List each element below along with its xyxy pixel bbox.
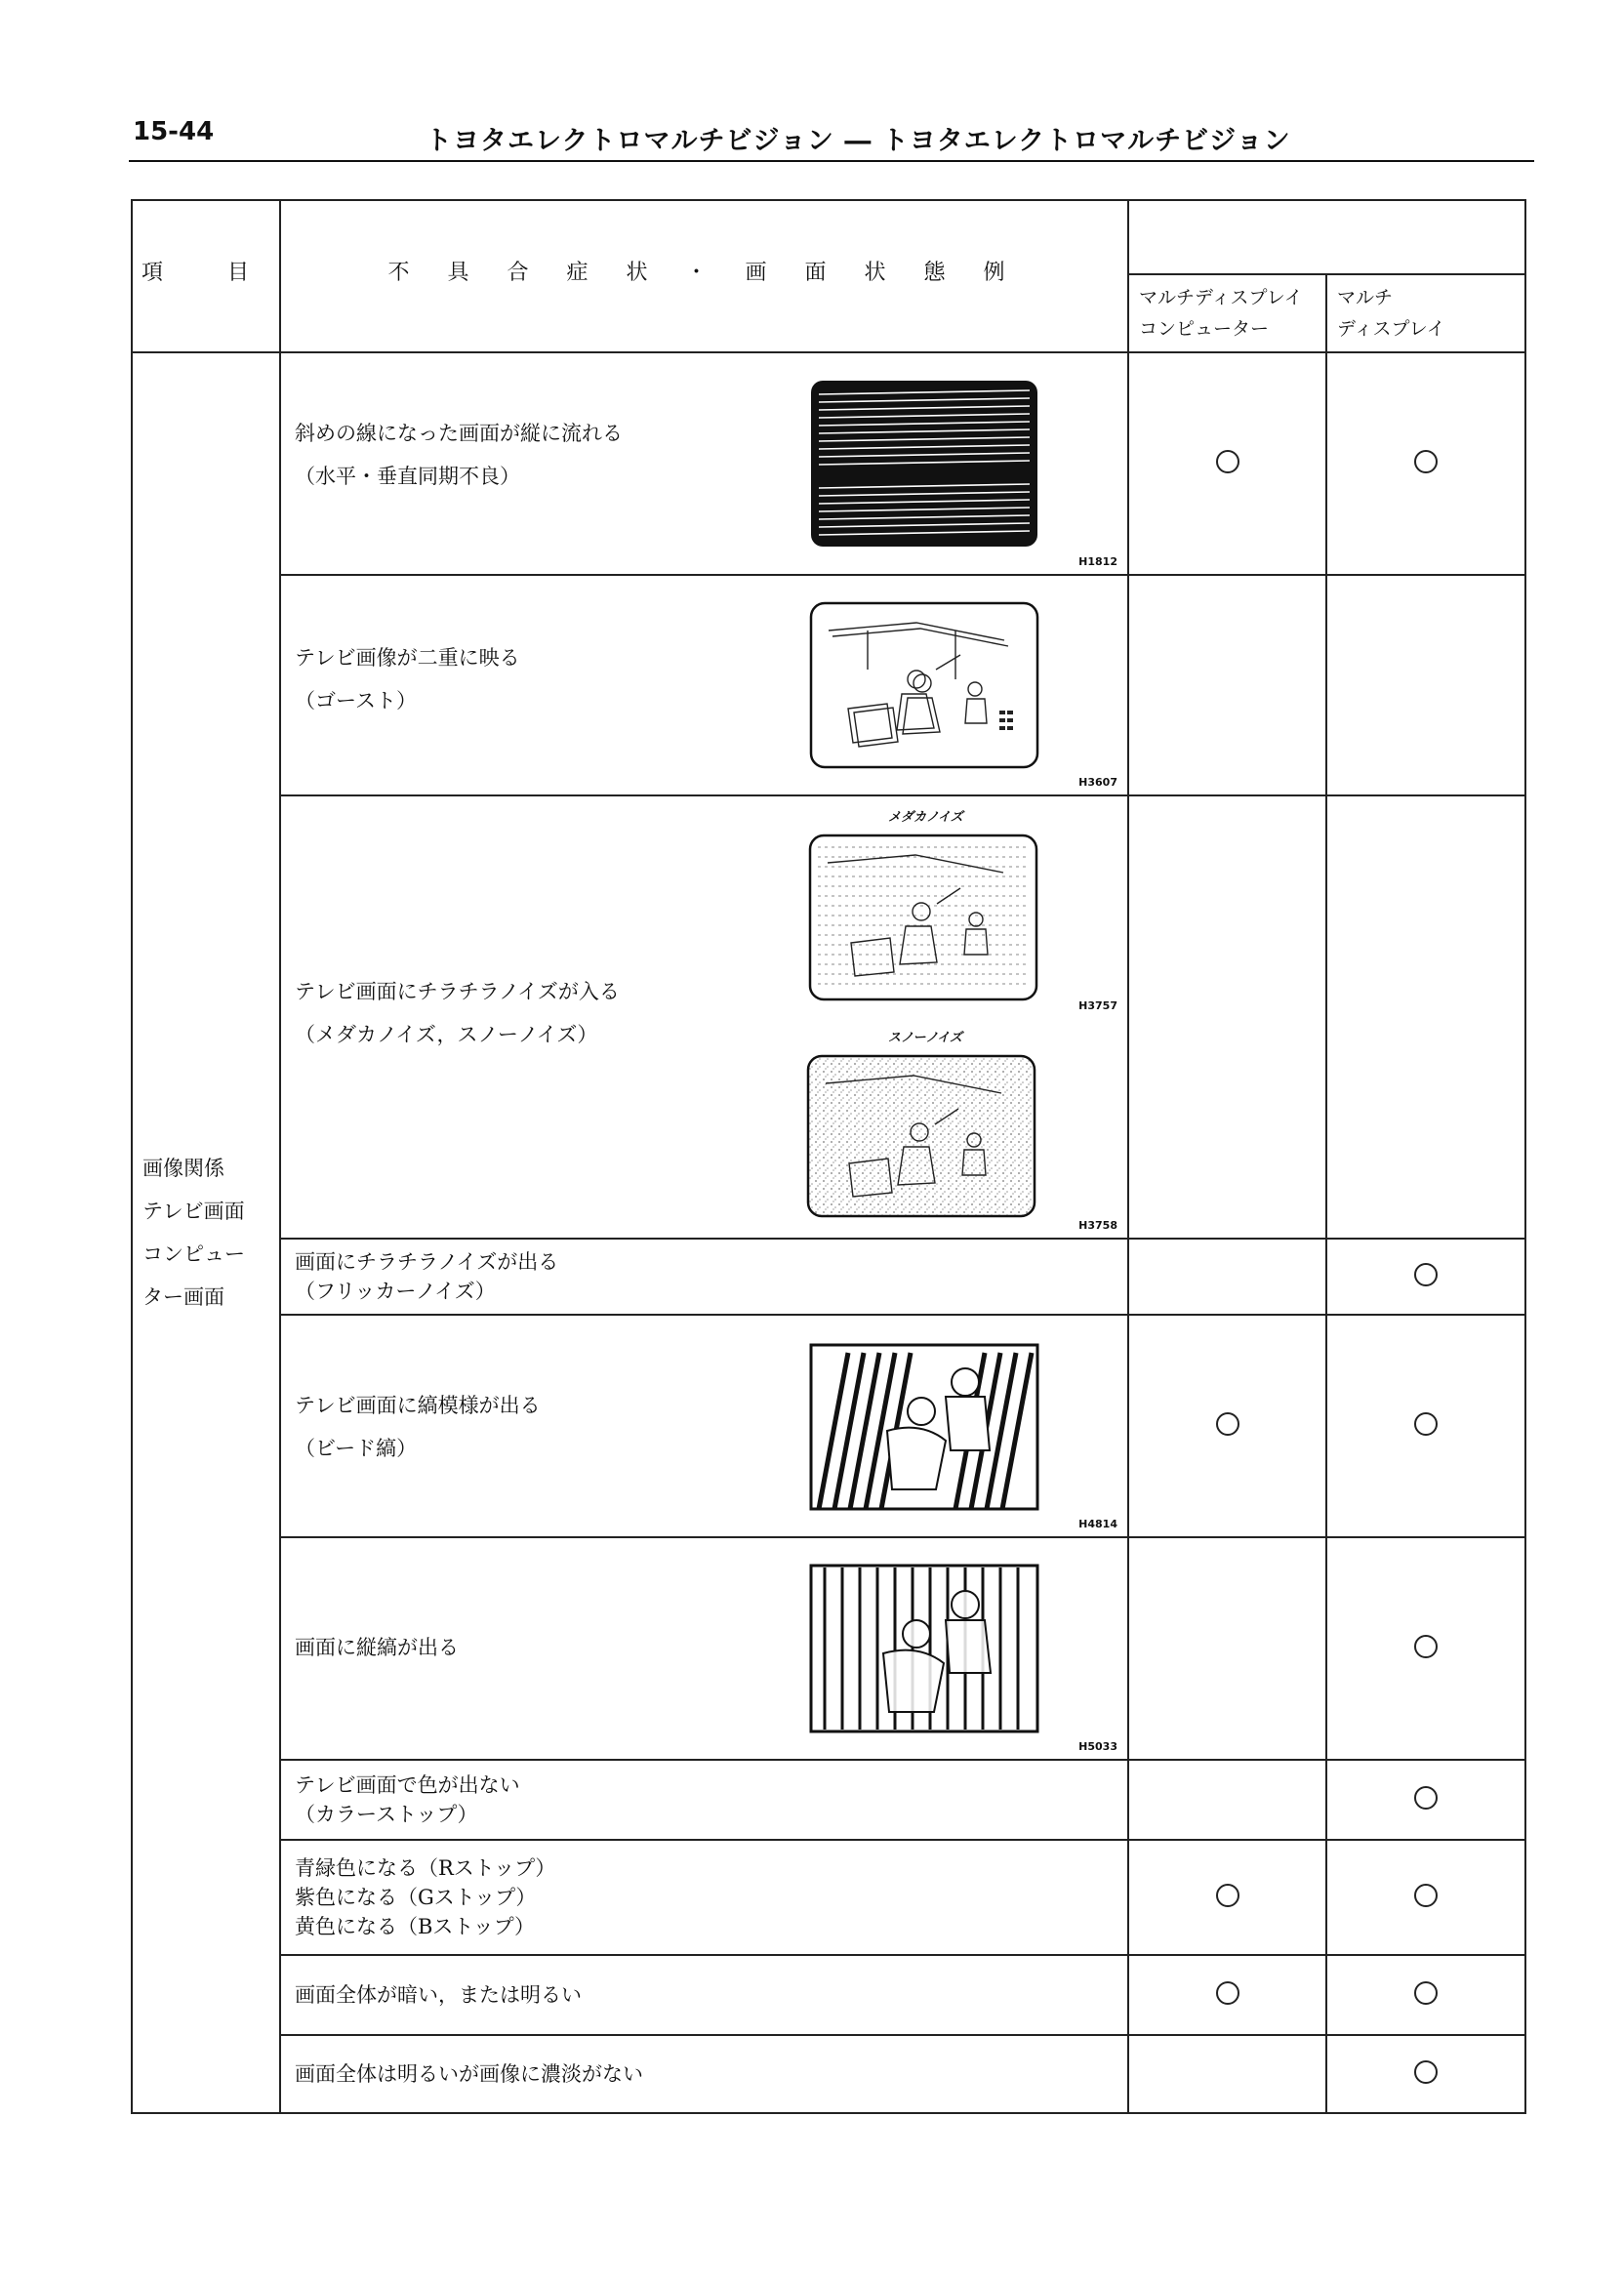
symptom-line: 紫色になる（Gストップ） [295,1886,537,1909]
column-header-computer [1128,274,1326,352]
figure-caption: スノーノイズ [888,1031,963,1045]
troubleshooting-table [131,199,1526,2114]
figure-code: H4814 [1078,1518,1117,1530]
computer-mark [1128,1315,1326,1537]
symptom-cell [280,1239,1128,1315]
symptom-text [281,1242,1127,1312]
computer-mark [1128,1537,1326,1760]
circle-mark [1216,1981,1239,2005]
circle-mark [1216,450,1239,473]
table-row [132,1840,1525,1955]
computer-mark [1128,1239,1326,1315]
display-mark [1326,2035,1525,2113]
display-mark [1326,1315,1525,1537]
column-header-symptom: 不 具 合 症 状 ・ 画 面 状 態 例 [280,200,1128,352]
display-mark [1326,1537,1525,1760]
symptom-line: テレビ画像が二重に映る [295,646,520,670]
symptom-line: （カラーストップ） [295,1803,478,1826]
symptom-line: テレビ画面にチラチラノイズが入る [295,980,620,1003]
symptom-text [295,1626,459,1669]
display-mark [1326,1760,1525,1840]
circle-mark [1414,1786,1438,1810]
table-header-row [132,200,1525,274]
symptom-line: 画面全体が暗い，または明るい [295,1983,582,2007]
symptom-cell [280,1315,1128,1537]
display-mark [1326,575,1525,795]
figure-code: H3607 [1078,776,1117,789]
symptom-line: （メダカノイズ，スノーノイズ） [295,1023,598,1046]
item-category [132,352,280,2113]
table-row [132,2035,1525,2113]
symptom-text [295,412,623,498]
computer-mark [1128,1840,1326,1955]
computer-mark [1128,795,1326,1239]
circle-mark [1414,1412,1438,1436]
symptom-line: （ビード縞） [295,1437,418,1460]
sync-failure-screen-image [809,379,1039,549]
symptom-cell [280,1760,1128,1840]
symptom-text [281,2054,1127,2095]
table-row [132,1537,1525,1760]
symptom-cell [280,575,1128,795]
computer-mark [1128,1760,1326,1840]
figure-code: H1812 [1078,555,1117,568]
circle-mark [1414,1981,1438,2005]
figure-code: H3758 [1078,1219,1117,1232]
display-mark [1326,1840,1525,1955]
computer-mark [1128,1955,1326,2035]
symptom-text [295,636,520,722]
item-line: 画像関係 [142,1157,224,1180]
snow-noise-screen-image [806,1054,1036,1218]
table-row [132,352,1525,575]
symptom-text [281,1975,1127,2015]
table-row [132,1239,1525,1315]
symptom-cell [280,1955,1128,2035]
symptom-line: 画面にチラチラノイズが出る [295,1250,559,1274]
circle-mark [1414,1263,1438,1286]
header-divider [129,160,1534,162]
symptom-line: （水平・垂直同期不良） [295,465,520,488]
computer-mark [1128,2035,1326,2113]
circle-mark [1414,2060,1438,2084]
symptom-line: テレビ画面で色が出ない [295,1773,520,1797]
circle-mark [1216,1884,1239,1907]
display-mark [1326,1239,1525,1315]
symptom-cell [280,352,1128,575]
column-header-blank [1128,200,1525,274]
circle-mark [1216,1412,1239,1436]
symptom-line: 画面全体は明るいが画像に濃淡がない [295,2062,643,2086]
table-row [132,1955,1525,2035]
symptom-cell [280,2035,1128,2113]
page-number: 15-44 [133,117,215,146]
figure-code: H5033 [1078,1740,1117,1753]
computer-mark [1128,352,1326,575]
symptom-cell [280,795,1128,1239]
symptom-text [281,1848,1127,1947]
column-header-item: 項 目 [132,200,280,352]
table-row [132,1315,1525,1537]
vertical-stripe-screen-image [809,1564,1039,1733]
column-header-display [1326,274,1525,352]
symptom-cell [280,1537,1128,1760]
symptom-line: 斜めの線になった画面が縦に流れる [295,422,623,445]
symptom-line: 画面に縦縞が出る [295,1636,459,1659]
page-title: トヨタエレクトロマルチビジョン ― トヨタエレクトロマルチビジョン [426,126,1291,156]
table-row [132,1760,1525,1840]
computer-mark [1128,575,1326,795]
symptom-text [295,970,620,1056]
symptom-text [281,1765,1127,1835]
symptom-line: （フリッカーノイズ） [295,1280,496,1303]
column-header-display-line2: ディスプレイ [1337,318,1445,340]
symptom-line: 黄色になる（Bストップ） [295,1915,536,1938]
figure-code: H3757 [1078,999,1117,1012]
symptom-line: テレビ画面に縞模様が出る [295,1394,541,1417]
column-header-computer-line2: コンピューター [1139,318,1270,340]
table-row [132,575,1525,795]
display-mark [1326,1955,1525,2035]
item-line: テレビ画面 [142,1200,245,1223]
symptom-line: （ゴースト） [295,689,417,712]
symptom-line: 青緑色になる（Rストップ） [295,1856,556,1880]
medaka-noise-screen-image [808,834,1038,1001]
bead-stripe-screen-image [809,1343,1039,1511]
display-mark [1326,795,1525,1239]
circle-mark [1414,450,1438,473]
table-row [132,795,1525,1239]
symptom-text [295,1384,541,1470]
symptom-cell [280,1840,1128,1955]
column-header-display-line1: マルチ [1337,287,1394,308]
figure-caption: メダカノイズ [888,810,963,825]
ghost-screen-image [809,601,1039,769]
circle-mark [1414,1635,1438,1658]
item-line: ター画面 [142,1285,224,1309]
column-header-computer-line1: マルチディスプレイ [1139,287,1303,308]
item-line: コンピュー [142,1242,245,1266]
display-mark [1326,352,1525,575]
circle-mark [1414,1884,1438,1907]
